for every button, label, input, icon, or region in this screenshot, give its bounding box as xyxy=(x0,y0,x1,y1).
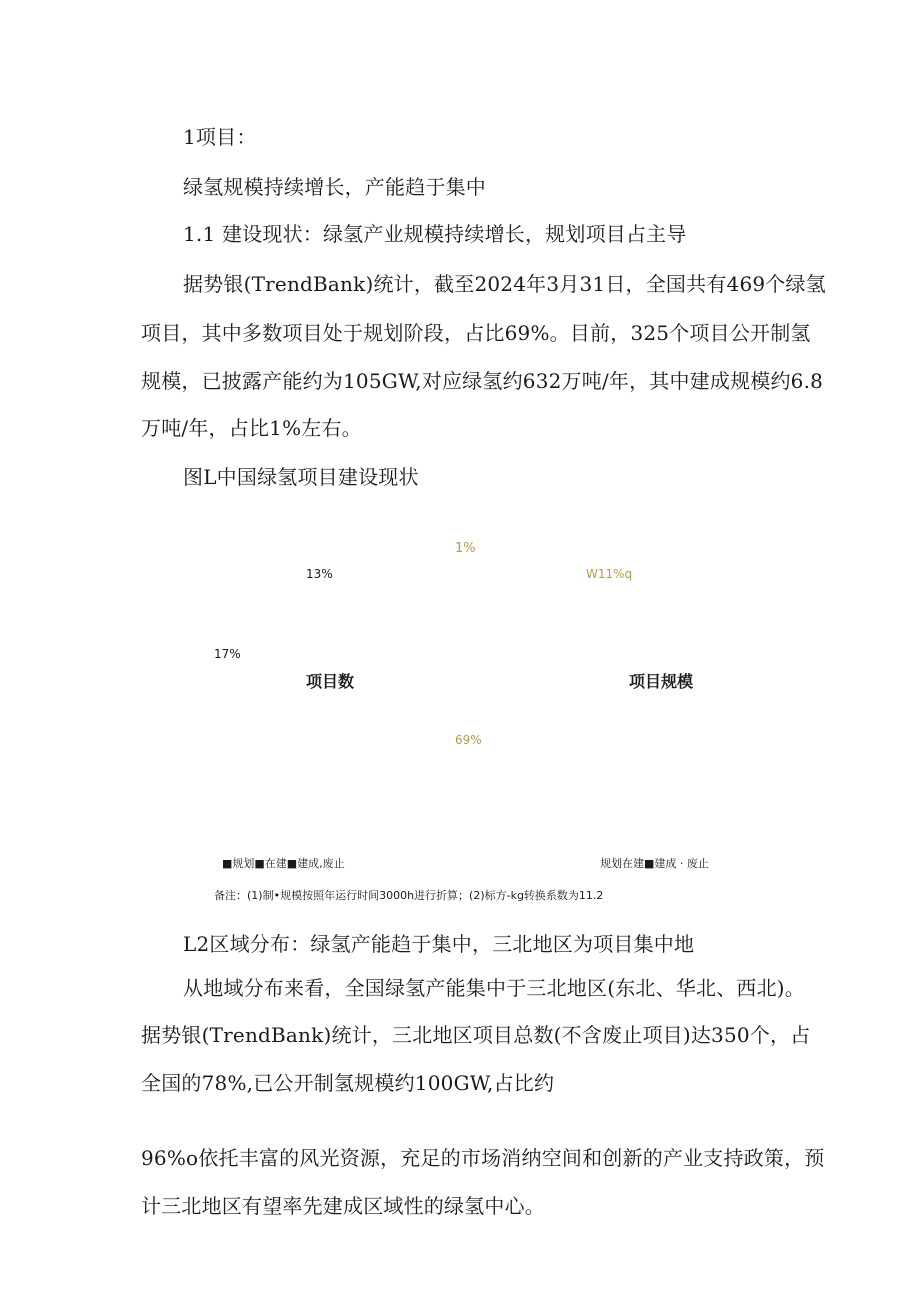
paragraph-line: 从地域分布来看，全国绿氢产能集中于三北地区(东北、华北、西北)。 xyxy=(183,976,806,1000)
figure-note: 备注：(1)制•规模按照年运行时间3000h进行折算；(2)标方-kg转换系数为11.2 xyxy=(214,889,604,902)
pie-label-11pct: W11%q xyxy=(586,567,633,581)
pie-label-69pct: 69% xyxy=(455,733,482,747)
figure-caption: 图L中国绿氢项目建设现状 xyxy=(183,465,419,489)
pie-label-13pct: 13% xyxy=(306,567,333,581)
heading-1-2: L2区域分布：绿氢产能趋于集中，三北地区为项目集中地 xyxy=(183,932,695,956)
paragraph-line: 据势银(TrendBank)统计，截至2024年3月31日，全国共有469个绿氢 xyxy=(183,272,826,296)
heading-1-1: 1.1 建设现状：绿氢产业规模持续增长，规划项目占主导 xyxy=(183,222,687,246)
subtitle: 绿氢规模持续增长，产能趋于集中 xyxy=(183,175,486,199)
paragraph-line: 全国的78%,已公开制氢规模约100GW,占比约 xyxy=(141,1071,555,1095)
pie-label-1pct: 1% xyxy=(455,541,476,556)
chart-title-project-scale: 项目规模 xyxy=(629,672,694,691)
pie-label-17pct: 17% xyxy=(214,647,241,661)
paragraph-line: 项目，其中多数项目处于规划阶段，占比69%。目前，325个项目公开制氢 xyxy=(141,321,811,345)
section-heading: 1项目： xyxy=(183,125,257,149)
paragraph-line: 计三北地区有望率先建成区域性的绿氢中心。 xyxy=(141,1194,545,1218)
legend-project-count xyxy=(222,855,345,871)
paragraph-line: 规模，已披露产能约为105GW,对应绿氢约632万吨/年，其中建成规模约6.8 xyxy=(141,369,824,393)
paragraph-line: 96%o依托丰富的风光资源，充足的市场消纳空间和创新的产业支持政策，预 xyxy=(141,1146,825,1170)
legend-project-scale xyxy=(600,855,709,871)
legend-text: 规划在建■建成 · 废止 xyxy=(600,857,709,870)
chart-title-project-count: 项目数 xyxy=(306,672,355,691)
paragraph-line: 据势银(TrendBank)统计，三北地区项目总数(不含废止项目)达350个，占 xyxy=(141,1023,811,1047)
legend-text: ■规划■在建■建成,废止 xyxy=(222,857,345,870)
paragraph-line: 万吨/年，占比1%左右。 xyxy=(141,416,362,440)
